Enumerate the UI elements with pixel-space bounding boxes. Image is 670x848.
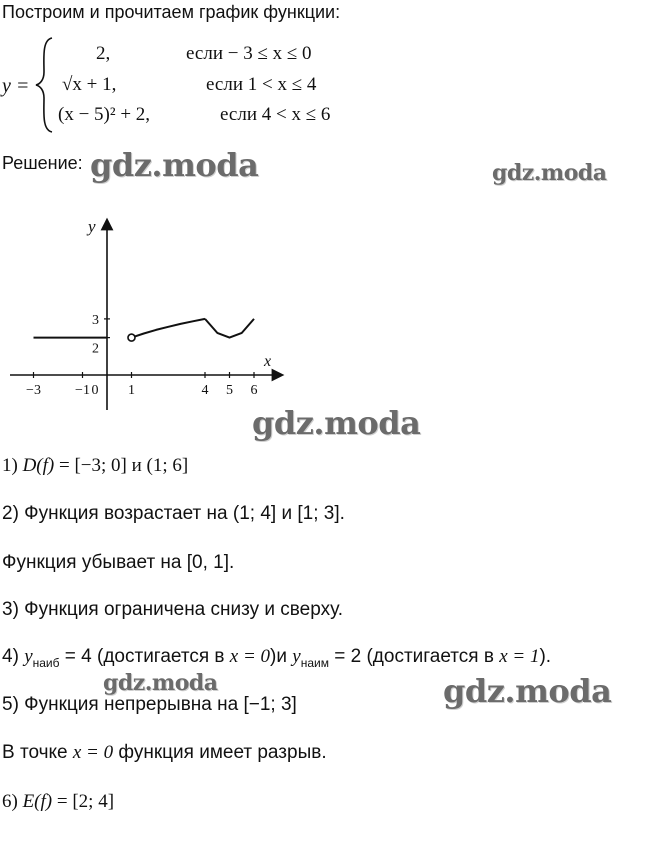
answer-4-max-sub: наиб bbox=[32, 656, 60, 670]
watermark-3: gdz.moda bbox=[252, 404, 421, 442]
x-tick-label: 4 bbox=[201, 383, 209, 398]
answer-1 bbox=[2, 455, 188, 477]
answer-6 bbox=[2, 791, 114, 813]
answer-4-x2: x = 1 bbox=[499, 646, 540, 667]
brace-icon bbox=[34, 36, 56, 134]
watermark-4: gdz.moda bbox=[103, 670, 218, 696]
x-axis-label: x bbox=[264, 353, 272, 370]
y-tick-label: 2 bbox=[92, 341, 99, 357]
answer-4-x1: x = 0 bbox=[229, 646, 271, 667]
solution-label: Решение: bbox=[2, 153, 83, 173]
x-tick-label: 5 bbox=[226, 383, 233, 398]
case-2-cond: если 1 < x ≤ 4 bbox=[206, 74, 317, 95]
answer-1-num: 1) bbox=[2, 455, 18, 476]
y-axis-label: y bbox=[88, 217, 96, 236]
function-case-2-cond bbox=[206, 74, 316, 96]
answer-4-num: 4) bbox=[2, 646, 19, 667]
answer-6-num: 6) bbox=[2, 791, 18, 812]
function-case-1 bbox=[96, 43, 110, 65]
answer-4: 4) $y_{наиб} = 4$ (достигается в x = 0)и $y_{наим} = 2$ (достигается в x = 1). bbox=[2, 646, 552, 670]
function-case-2 bbox=[62, 74, 116, 96]
intro-text: Построим и прочитаем график функции: bbox=[2, 2, 341, 22]
watermark-2: gdz.moda bbox=[492, 160, 607, 186]
function-case-1-cond bbox=[186, 43, 312, 65]
answer-2b: Функция убывает на [0, 1]. bbox=[2, 552, 235, 573]
function-case-3-cond bbox=[220, 104, 330, 126]
x-tick-label: 0 bbox=[91, 383, 99, 398]
answer-4-part2: = 2 (достигается в bbox=[328, 646, 500, 667]
function-case-3 bbox=[58, 104, 150, 126]
answer-3: 3) Функция ограничена снизу и сверху. bbox=[2, 599, 343, 620]
answer-6-text: = [2; 4] bbox=[52, 791, 115, 812]
answer-1-text: = [−3; 0] и (1; 6] bbox=[54, 455, 189, 476]
case-3-cond: если 4 < x ≤ 6 bbox=[220, 104, 331, 125]
case-1-cond: если − 3 ≤ x ≤ 0 bbox=[186, 43, 312, 64]
answer-5b-pre: В точке bbox=[2, 742, 73, 763]
answer-4-min-sub: наим bbox=[300, 656, 329, 670]
function-lhs bbox=[2, 75, 29, 98]
case-1-expr: 2, bbox=[96, 43, 111, 64]
case-2-expr: √x + 1, bbox=[62, 74, 117, 95]
answer-4-part1: = 4 (достигается в bbox=[59, 646, 230, 667]
x-tick-label: 6 bbox=[250, 383, 258, 398]
answer-5: 5) Функция непрерывна на [−1; 3] bbox=[2, 694, 297, 715]
answer-5b-post: функция имеет разрыв. bbox=[113, 742, 327, 763]
answer-4-part2-end: ). bbox=[539, 646, 552, 667]
function-graph bbox=[0, 210, 300, 410]
answer-6-range: E(f) bbox=[22, 791, 53, 812]
watermark-5: gdz.moda bbox=[443, 672, 612, 710]
answer-4-part1-end: )и bbox=[270, 646, 293, 667]
function-lhs-text: y = bbox=[2, 75, 30, 97]
x-tick-label: −3 bbox=[26, 383, 41, 398]
x-tick-label: −1 bbox=[75, 383, 90, 398]
watermark-1: gdz.moda bbox=[90, 146, 259, 184]
case-3-expr: (x − 5)² + 2, bbox=[58, 104, 151, 125]
answer-5b bbox=[2, 742, 327, 764]
answer-5b-x: x = 0 bbox=[72, 742, 114, 763]
x-tick-label: 1 bbox=[128, 383, 135, 398]
answer-2: 2) Функция возрастает на (1; 4] и [1; 3]. bbox=[2, 503, 345, 524]
answer-1-domain: D(f) bbox=[22, 455, 55, 476]
graph-segment-3 bbox=[205, 319, 254, 338]
open-point-1 bbox=[128, 334, 135, 341]
graph-segment-2 bbox=[132, 319, 206, 338]
y-tick-label: 3 bbox=[92, 312, 99, 328]
